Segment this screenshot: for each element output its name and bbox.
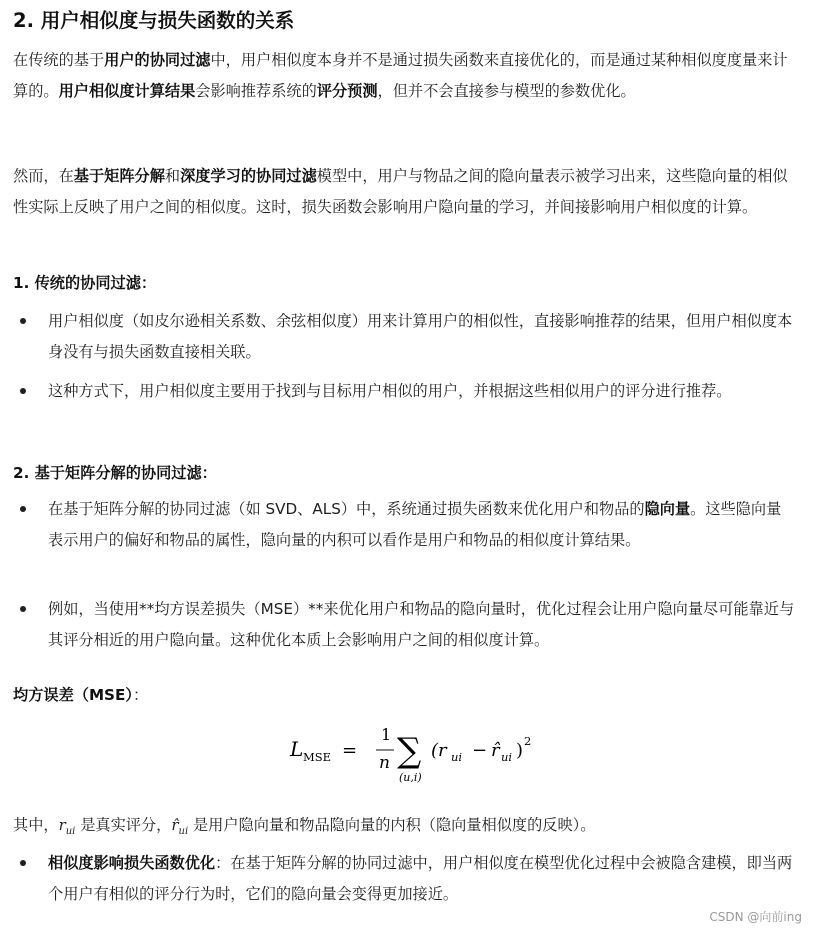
formula-minus: − <box>472 740 488 761</box>
mse-label-line: 均方误差（MSE）： <box>13 686 149 704</box>
heading-matrix-factorization-cf: 2. 基于矩阵分解的协同过滤： <box>13 464 217 482</box>
bullet-icon <box>20 506 26 512</box>
paragraph-matrix-factorization: 然而，在基于矩阵分解和深度学习的协同过滤模型中，用户与物品之间的隐向量表示被学习出来，这些隐向量的相似性实际上反映了用户之间的相似度。这时，损失函数会影响用户隐向量的学习，并间接影响用户相似度的计算。 <box>13 167 788 216</box>
list-item: 这种方式下，用户相似度主要用于找到与目标用户相似的用户，并根据这些相似用户的评分进行推荐。 <box>48 376 796 407</box>
bullet-icon <box>20 388 26 394</box>
formula-subscript: MSE <box>303 750 332 764</box>
mse-formula <box>288 718 548 786</box>
formula-numerator: 1 <box>381 725 392 744</box>
formula-rhat: r̂ <box>491 740 500 761</box>
paragraph-traditional-cf: 在传统的基于用户的协同过滤中，用户相似度本身并不是通过损失函数来直接优化的，而是通过某种相似度度量来计算的。用户相似度计算结果会影响推荐系统的评分预测，但并不会直接参与模型的参数优化。 <box>13 51 788 100</box>
formula-explanation: 其中，$r_{ui}$ 是真实评分，$r̂_{ui}$ 是用户隐向量和物品隐向量的内积（隐向量相似度的反映）。 <box>13 816 596 838</box>
list-item: 例如，当使用**均方误差损失（MSE）**来优化用户和物品的隐向量时，优化过程会让用户隐向量尽可能靠近与其评分相近的用户隐向量。这种优化本质上会影响用户之间的相似度计算。 <box>48 594 796 655</box>
bullet-icon <box>20 860 26 866</box>
formula-r: (r <box>431 740 447 761</box>
formula-equals: = <box>342 740 358 761</box>
formula-rhat-sub: ui <box>501 750 513 764</box>
formula-sum-index: (u,i) <box>399 771 422 784</box>
formula-denominator: n <box>379 753 390 773</box>
heading-traditional-cf: 1. 传统的协同过滤： <box>13 274 157 292</box>
bullet-icon <box>20 606 26 612</box>
watermark: CSDN @向前ing <box>709 910 802 924</box>
formula-exponent: 2 <box>524 734 532 748</box>
section-title: 2. 用户相似度与损失函数的关系 <box>13 9 295 32</box>
list-item: 相似度影响损失函数优化：在基于矩阵分解的协同过滤中，用户相似度在模型优化过程中会被隐含建模，即当两个用户有相似的评分行为时，它们的隐向量会变得更加接近。 <box>48 848 796 909</box>
sigma-icon: ∑ <box>397 731 422 771</box>
list-item: 在基于矩阵分解的协同过滤（如 SVD、ALS）中，系统通过损失函数来优化用户和物品的隐向量。这些隐向量表示用户的偏好和物品的属性，隐向量的内积可以看作是用户和物品的相似度计算结果。 <box>48 494 796 555</box>
formula-r-sub: ui <box>451 750 463 764</box>
bullet-icon <box>20 318 26 324</box>
list-item: 用户相似度（如皮尔逊相关系数、余弦相似度）用来计算用户的相似性，直接影响推荐的结果，但用户相似度本身没有与损失函数直接相关联。 <box>48 306 796 367</box>
formula-L: L <box>290 737 304 761</box>
formula-close-paren: ) <box>516 740 524 761</box>
